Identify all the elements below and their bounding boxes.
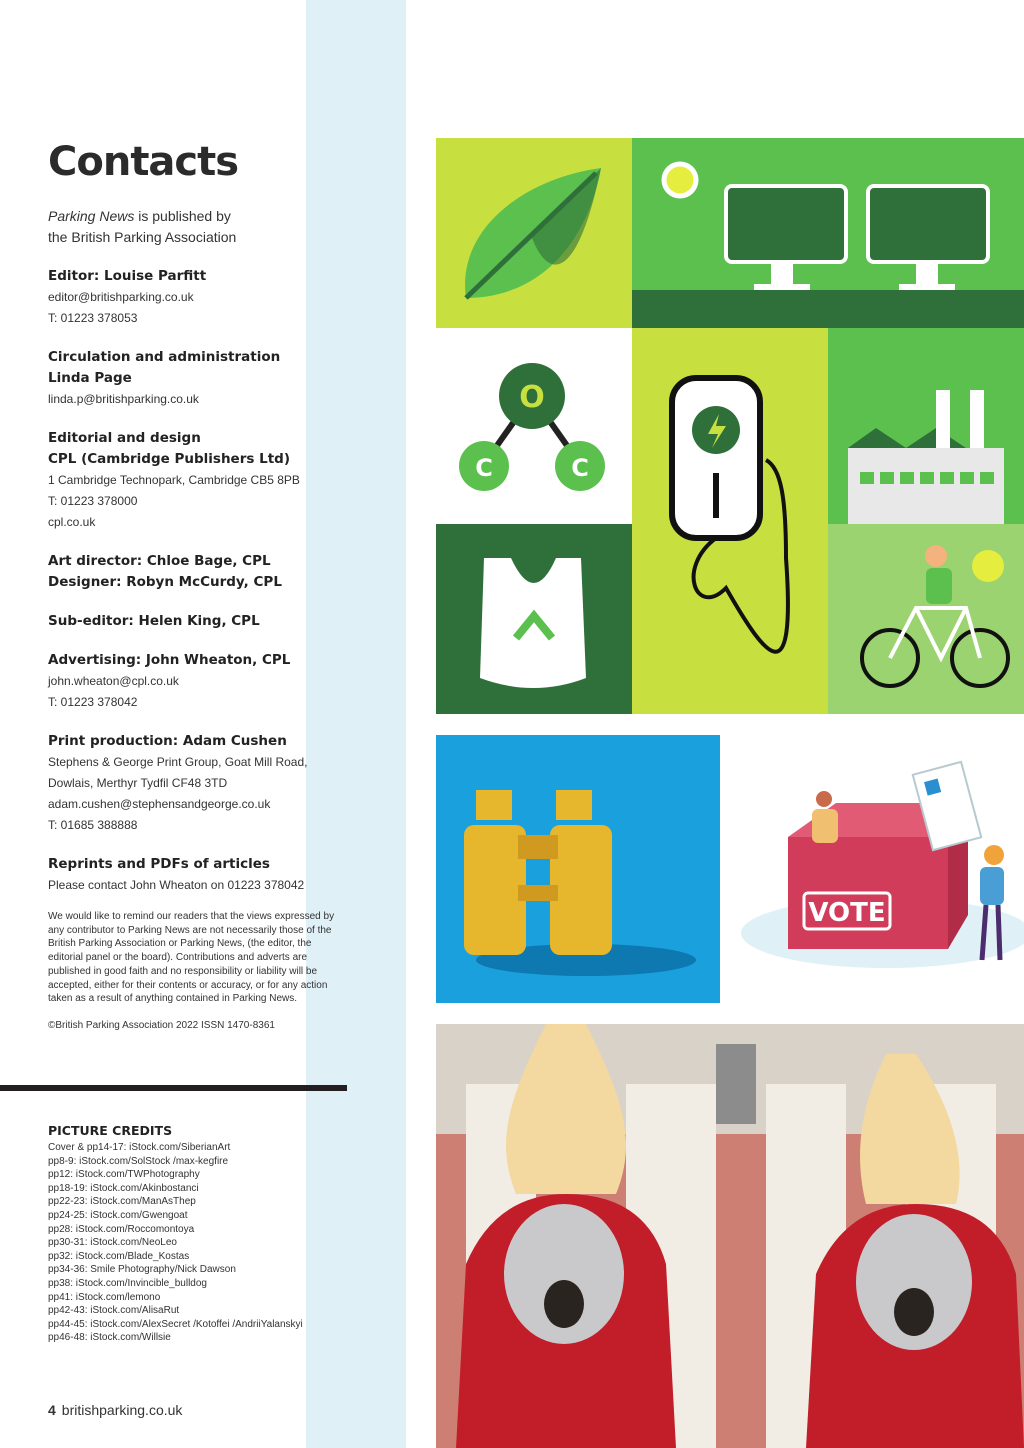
contact-section: [48, 428, 358, 533]
contact-section-heading: Reprints and PDFs of articles: [48, 856, 270, 872]
contact-section-heading: Editorial and design: [48, 430, 201, 446]
intro-line2: the British Parking Association: [48, 229, 237, 245]
picture-credits-heading: PICTURE CREDITS: [48, 1123, 173, 1138]
credit-item: pp22-23: iStock.com/ManAsThep: [48, 1196, 196, 1208]
contact-section-heading: Advertising: John Wheaton, CPL: [48, 652, 291, 668]
contact-detail-line: T: 01223 378053: [48, 311, 138, 325]
contact-detail-line: 1 Cambridge Technopark, Cambridge CB5 8PB: [48, 473, 300, 487]
contact-section-heading: Designer: Robyn McCurdy, CPL: [48, 574, 282, 590]
credit-item: pp32: iStock.com/Blade_Kostas: [48, 1250, 190, 1262]
intro-text: [48, 206, 358, 248]
contact-detail-line: T: 01223 378000: [48, 494, 138, 508]
contact-section-heading: Art director: Chloe Bage, CPL: [48, 553, 271, 569]
contact-section-heading: Linda Page: [48, 370, 132, 386]
contact-section: [48, 611, 358, 632]
contact-section: [48, 266, 358, 329]
contact-detail-line: john.wheaton@cpl.co.uk: [48, 674, 179, 688]
molecule-o-label: O: [519, 380, 545, 415]
contact-section-heading: Print production: Adam Cushen: [48, 733, 287, 749]
credit-item: pp8-9: iStock.com/SolStock /max-kegfire: [48, 1155, 229, 1167]
contact-detail-line: Please contact John Wheaton on 01223 378042: [48, 878, 305, 892]
credit-item: pp38: iStock.com/Invincible_bulldog: [48, 1277, 207, 1289]
contact-sections: [48, 266, 358, 896]
credit-item: pp34-36: Smile Photography/Nick Dawson: [48, 1264, 236, 1276]
vote-illustration: [736, 755, 1024, 970]
footer-site: britishparking.co.uk: [61, 1402, 183, 1418]
credit-item: Cover & pp14-17: iStock.com/SiberianArt: [48, 1142, 231, 1153]
vote-label: VOTE: [808, 898, 886, 928]
contact-section: [48, 551, 358, 593]
contact-section: [48, 854, 358, 896]
disclaimer-text: We would like to remind our readers that the views expressed by any contributor to Parking News are not necessarily those of the British Parking Association or Parking News, (the editor, the editorial panel or the board). Contributions and adverts are published in good faith and no responsibility or liability will be accepted, either for their contents or accuracy, or for any action taken as a result of anything contained in Parking News.: [48, 911, 335, 1005]
credit-item: pp28: iStock.com/Roccomontoya: [48, 1223, 195, 1235]
credit-item: pp42-43: iStock.com/AlisaRut: [48, 1305, 180, 1317]
molecule-c-right-label: C: [571, 454, 589, 482]
page-title: Contacts: [48, 139, 239, 185]
credit-item: pp24-25: iStock.com/Gwengoat: [48, 1209, 188, 1221]
credit-item: pp30-31: iStock.com/NeoLeo: [48, 1237, 177, 1249]
contact-detail-line: adam.cushen@stephensandgeorge.co.uk: [48, 797, 271, 811]
picture-credits: [48, 1123, 348, 1345]
publication-name: Parking News: [48, 208, 135, 224]
picture-credits-list: [48, 1141, 348, 1345]
intro-line1: is published by: [134, 208, 231, 224]
contact-detail-line: T: 01685 388888: [48, 818, 138, 832]
contact-detail-line: linda.p@britishparking.co.uk: [48, 392, 199, 406]
credit-item: pp44-45: iStock.com/AlexSecret /Kotoffei /AndriiYalanskyi: [48, 1318, 303, 1330]
contact-section-heading: Circulation and administration: [48, 349, 281, 365]
contact-detail-line: editor@britishparking.co.uk: [48, 290, 194, 304]
contacts-column: [48, 140, 358, 1031]
credit-item: pp18-19: iStock.com/Akinbostanci: [48, 1182, 199, 1194]
contact-section: [48, 731, 358, 836]
page-footer: [48, 1402, 182, 1418]
credit-item: pp12: iStock.com/TWPhotography: [48, 1169, 200, 1181]
contact-section-heading: Sub-editor: Helen King, CPL: [48, 613, 260, 629]
household-cavalry-image: [436, 1024, 1024, 1448]
section-divider: [0, 1085, 347, 1091]
page-number: 4: [48, 1402, 56, 1418]
binoculars-image: [436, 735, 720, 1003]
contact-section: [48, 347, 358, 410]
copyright-line: ©British Parking Association 2022 ISSN 1470-8361: [48, 1019, 275, 1031]
sustainability-illustration: [436, 138, 1024, 714]
credit-item: pp46-48: iStock.com/Willsie: [48, 1332, 171, 1344]
contact-detail-line: Dowlais, Merthyr Tydfil CF48 3TD: [48, 776, 228, 790]
credit-item: pp41: iStock.com/lemono: [48, 1291, 161, 1303]
molecule-c-left-label: C: [475, 454, 493, 482]
contact-detail-line: T: 01223 378042: [48, 695, 138, 709]
contact-section: [48, 650, 358, 713]
contact-detail-line: Stephens & George Print Group, Goat Mill Road,: [48, 755, 308, 769]
contact-section-heading: CPL (Cambridge Publishers Ltd): [48, 451, 290, 467]
contact-section-heading: Editor: Louise Parfitt: [48, 268, 207, 284]
contact-detail-line: cpl.co.uk: [48, 515, 96, 529]
